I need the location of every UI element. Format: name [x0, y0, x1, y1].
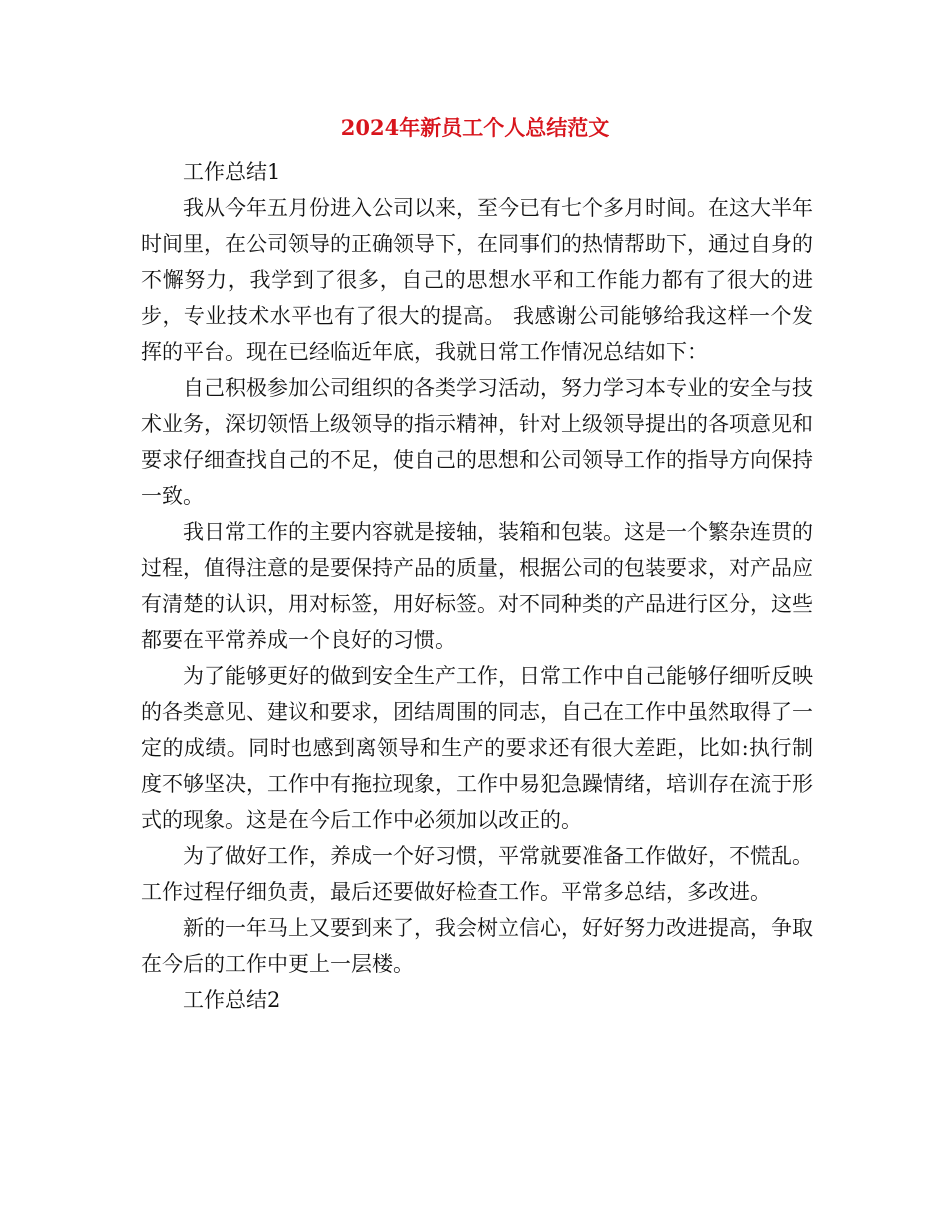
body-paragraph: 为了做好工作，养成一个好习惯，平常就要准备工作做好，不慌乱。工作过程仔细负责，最后还要做好检查工作。平常多总结，多改进。	[141, 844, 813, 904]
body-paragraph: 我从今年五月份进入公司以来，至今已有七个多月时间。在这大半年时间里，在公司领导的正确领导下，在同事们的热情帮助下，通过自身的不懈努力，我学到了很多，自己的思想水平和工作能力都有了很大的进步，专业技术水平也有了很大的提高。 我感谢公司能够给我这样一个发挥的平台。现在已经临近年底，我就日常工作情况总结如下：	[141, 196, 813, 364]
section-heading: 工作总结1	[183, 160, 281, 184]
section-heading: 工作总结2	[183, 988, 281, 1012]
document-body	[141, 154, 813, 1018]
body-paragraph: 自己积极参加公司组织的各类学习活动，努力学习本专业的安全与技术业务，深切领悟上级领导的指示精神，针对上级领导提出的各项意见和要求仔细查找自己的不足，使自己的思想和公司领导工作的指导方向保持一致。	[141, 376, 813, 508]
body-paragraph: 我日常工作的主要内容就是接轴，装箱和包装。这是一个繁杂连贯的过程，值得注意的是要保持产品的质量，根据公司的包装要求，对产品应有清楚的认识，用对标签，用好标签。对不同种类的产品进行区分，这些都要在平常养成一个良好的习惯。	[141, 520, 813, 652]
body-paragraph: 为了能够更好的做到安全生产工作，日常工作中自己能够仔细听反映的各类意见、建议和要求，团结周围的同志，自己在工作中虽然取得了一定的成绩。同时也感到离领导和生产的要求还有很大差距，比如:执行制度不够坚决，工作中有拖拉现象，工作中易犯急躁情绪，培训存在流于形式的现象。这是在今后工作中必须加以改正的。	[141, 664, 813, 832]
document-title: 2024年新员工个人总结范文	[340, 115, 610, 140]
body-paragraph: 新的一年马上又要到来了，我会树立信心，好好努力改进提高，争取在今后的工作中更上一层楼。	[141, 916, 813, 976]
